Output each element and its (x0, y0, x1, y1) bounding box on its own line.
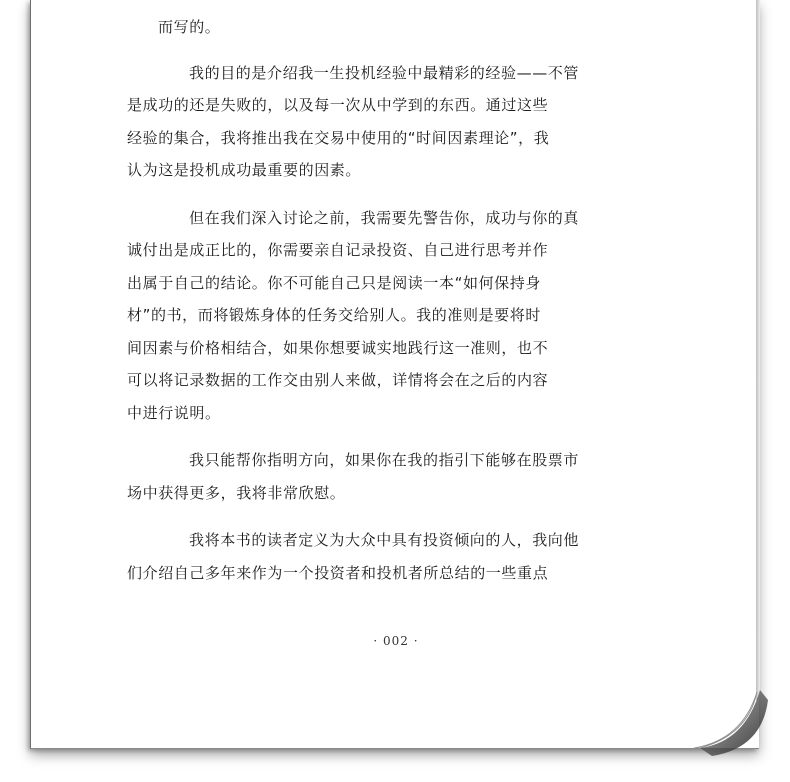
text-line: 诚付出是成正比的，你需要亲自记录投资、自己进行思考并作 (127, 241, 549, 259)
text-line: 场中获得更多，我将非常欣慰。 (127, 483, 346, 502)
text-line: 材”的书，而将锻炼身体的任务交给别人。我的准则是要将时 (127, 306, 541, 324)
page-number: · 002 · (373, 634, 419, 648)
text-line: 中进行说明。 (127, 403, 221, 422)
text-line: 认为这是投机成功最重要的因素。 (127, 161, 362, 179)
paragraph (127, 202, 628, 430)
paragraph (127, 444, 628, 509)
paragraph (127, 524, 628, 589)
paragraph-continuation (158, 11, 628, 44)
paragraph (127, 57, 628, 187)
text-line: 是成功的还是失败的，以及每一次从中学到的东西。通过这些 (127, 96, 549, 114)
text-line: 而写的。 (158, 18, 221, 36)
text-line: 间因素与价格相结合，如果你想要诚实地践行这一准则，也不 (127, 338, 549, 357)
text-line: 可以将记录数据的工作交由别人来做，详情将会在之后的内容 (127, 371, 549, 389)
text-line: 我将本书的读者定义为大众中具有投资倾向的人，我向他 (189, 531, 580, 549)
text-line: 我只能帮你指明方向，如果你在我的指引下能够在股票市 (189, 451, 580, 469)
body-text (127, 0, 628, 589)
page-edge (756, 0, 760, 700)
text-line: 但在我们深入讨论之前，我需要先警告你，成功与你的真 (189, 208, 580, 227)
text-line: 们介绍自己多年来作为一个投资者和投机者所总结的一些重点 (127, 563, 549, 582)
text-line: 出属于自己的结论。你不可能自己只是阅读一本“如何保持身 (127, 273, 541, 292)
text-line: 我的目的是介绍我一生投机经验中最精彩的经验——不管 (189, 63, 580, 82)
text-line: 经验的集合，我将推出我在交易中使用的“时间因素理论”，我 (127, 128, 550, 147)
